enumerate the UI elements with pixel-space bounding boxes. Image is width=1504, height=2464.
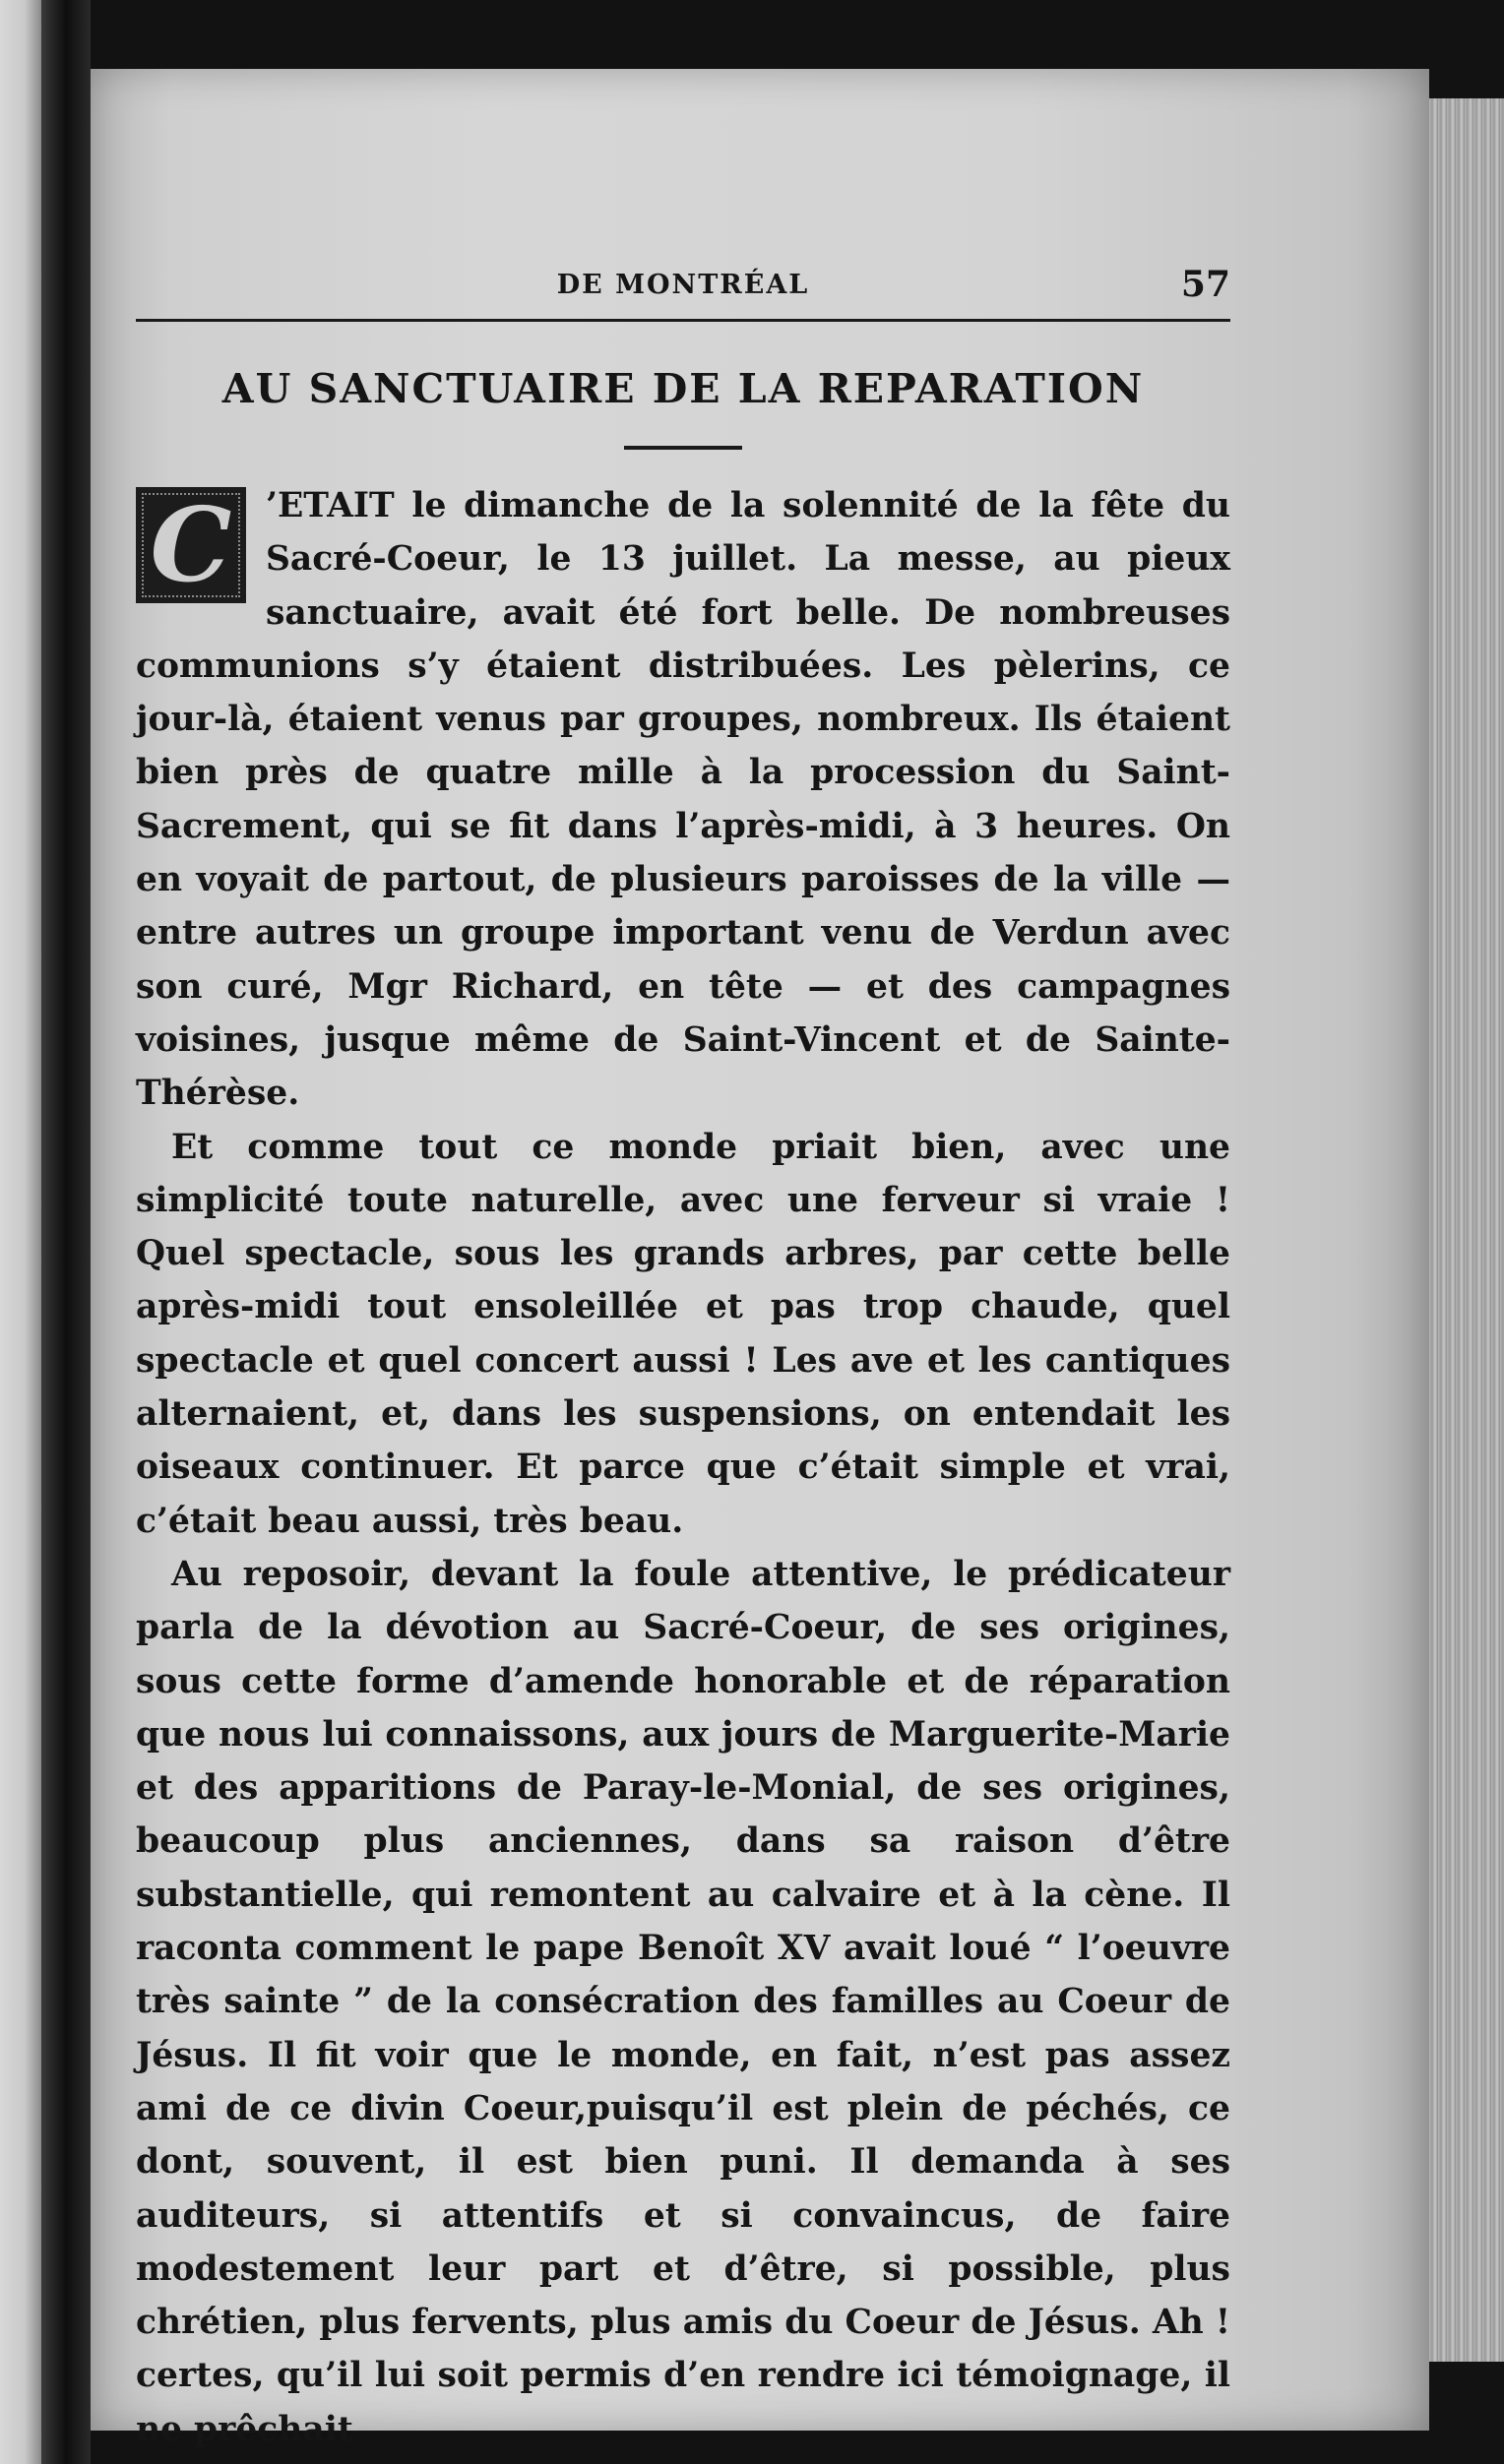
previous-page-edge — [0, 0, 41, 2464]
running-title: DE MONTRÉAL — [556, 270, 810, 300]
paragraph-1 — [136, 479, 1230, 1121]
paragraph-3: Au reposoir, devant la foule attentive, le prédicateur parla de la dévotion au Sacré-Coeur, de ses origines, sous cette forme d’amende honorable et de réparation que nous lui connaissons, aux jours de Marguerite-Marie et des apparitions de Paray-le-Monial, de ses origines, beaucoup plus anciennes, dans sa raison d’être substantielle, qui remontent au calvaire et à la cène. Il raconta comment le pape Benoît XV avait loué “ l’oeuvre très sainte ” de la consécration des familles au Coeur de Jésus. Il fit voir que le monde, en fait, n’est pas assez ami de ce divin Coeur,puisqu’il est plein de péchés, ce dont, souvent, il est bien puni. Il demanda à ses auditeurs, si attentifs et si convaincus, de faire modestement leur part et d’être, si possible, plus chrétien, plus fervents, plus amis du Coeur de Jésus. Ah ! certes, qu’il lui soit permis d’en rendre ici témoignage, il ne prêchait — [136, 1554, 1230, 2449]
dropcap-ornament — [136, 484, 246, 605]
paragraph-2: Et comme tout ce monde priait bien, avec une simplicité toute naturelle, avec une ferveur si vraie ! Quel spectacle, sous les grands arbres, par cette belle après-midi tout ensoleillée et pas trop chaude, quel spectacle et quel concert aussi ! Les ave et les cantiques alternaient, et, dans les suspensions, on entendait les oiseaux continuer. Et parce que c’était simple et vrai, c’était beau aussi, très beau. — [136, 1127, 1230, 1541]
paragraph-1-text: ’ETAIT le dimanche de la solennité de la fête du Sacré-Coeur, le 13 juillet. La messe, au pieux sanctuaire, avait été fort belle. De nombreuses communions s’y étaient distribuées. Les pèlerins, ce jour-là, étaient venus par groupes, nombreux. Ils étaient bien près de quatre mille à la procession du Saint-Sacrement, qui se fit dans l’après-midi, à 3 heures. On en voyait de partout, de plusieurs paroisses de la ville — entre autres un groupe important venu de Verdun avec son curé, Mgr Richard, en tête — et des campagnes voisines, jusque même de Saint-Vincent et de Sainte-Thérèse. — [136, 486, 1230, 1114]
book-gutter — [41, 0, 91, 2464]
title-rule — [624, 446, 742, 450]
dropcap-letter: C — [150, 484, 232, 605]
running-head — [136, 264, 1230, 313]
header-rule — [136, 319, 1230, 322]
body-text — [136, 479, 1230, 2456]
page-content — [136, 264, 1230, 2456]
page-number: 57 — [1180, 264, 1230, 305]
chapter-title: AU SANCTUAIRE DE LA REPARATION — [221, 365, 1145, 412]
page-stack-edge — [1429, 98, 1504, 2362]
